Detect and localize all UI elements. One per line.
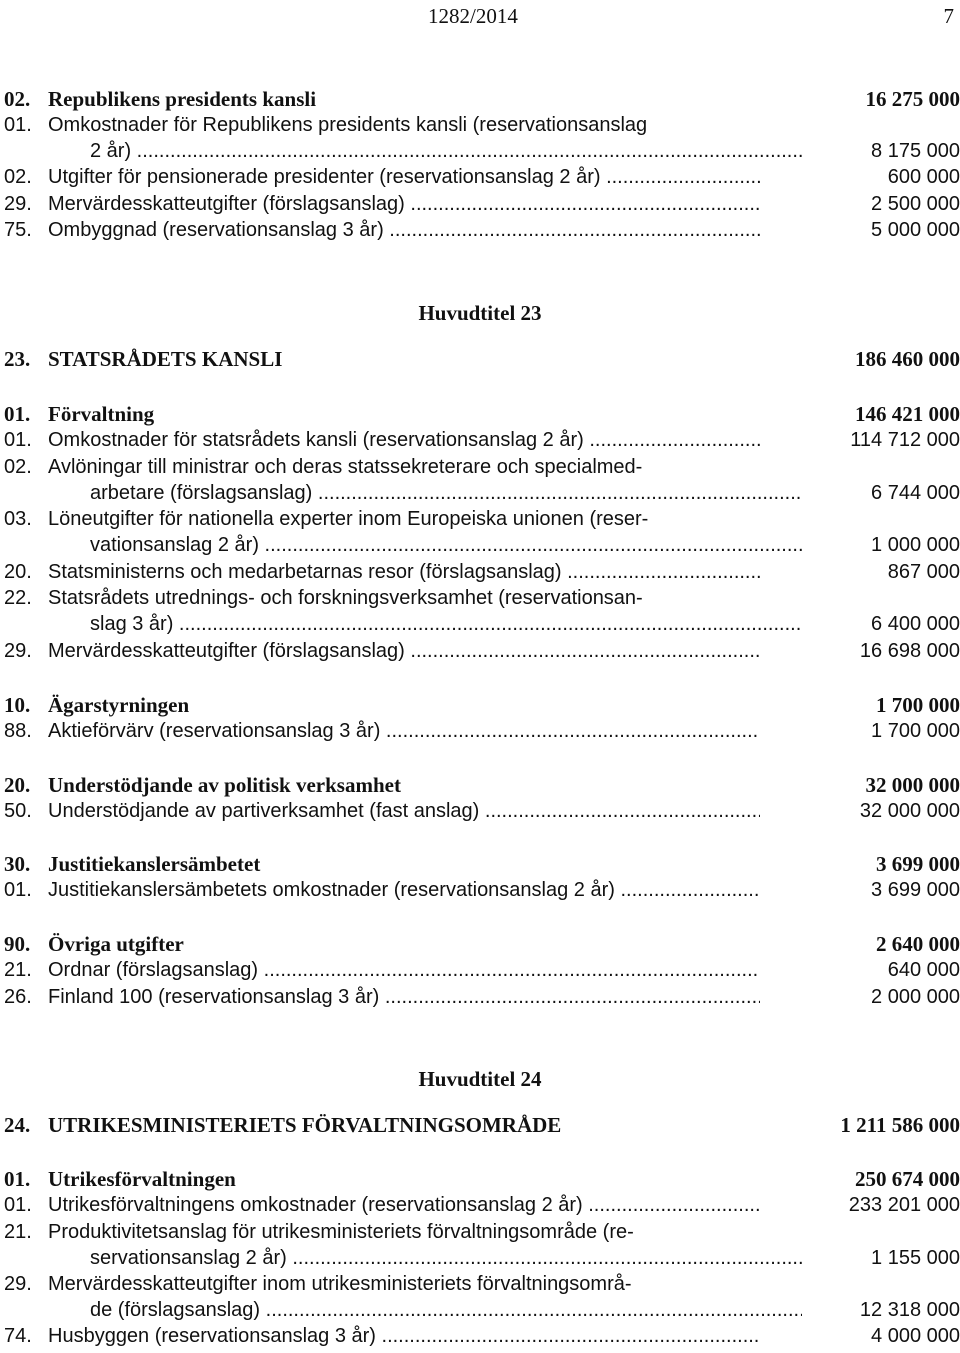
item-amount: 6 400 000 [871, 613, 960, 635]
moment-amount: 32 000 000 [865, 773, 960, 797]
item-amount: 114 712 000 [850, 429, 960, 451]
class-label: STATSRÅDETS KANSLI [48, 347, 283, 371]
item-number: 02. [4, 166, 32, 188]
item-amount: 1 000 000 [871, 534, 960, 556]
budget-heading-row [0, 1166, 960, 1192]
budget-item-row [0, 585, 960, 611]
item-label: Statsministerns och medarbetarnas resor (förslagsanslag) ..... [48, 559, 760, 585]
item-label: Ordnar (förslagsanslag) ..... [48, 957, 760, 983]
budget-item-row [0, 427, 960, 453]
budget-heading-row [0, 86, 960, 112]
item-amount: 4 000 000 [871, 1325, 960, 1347]
moment-number: 10. [4, 693, 31, 717]
item-label: Produktivitetsanslag för utrikesministeriets förvaltningsområde (re- [48, 1221, 634, 1243]
item-label: Justitiekanslersämbetets omkostnader (reservationsanslag 2 år) ..... [48, 877, 760, 903]
document-number: 1282/2014 [428, 4, 518, 28]
budget-item-row-continuation [0, 138, 960, 164]
moment-amount: 146 421 000 [855, 402, 960, 426]
item-label: Utrikesförvaltningens omkostnader (reservationsanslag 2 år) ..... [48, 1192, 760, 1218]
item-number: 02. [4, 456, 32, 478]
budget-item-row [0, 718, 960, 744]
item-number: 29. [4, 1273, 32, 1295]
moment-number: 01. [4, 1167, 31, 1191]
item-amount: 640 000 [887, 959, 960, 981]
item-label: de (förslagsanslag) ..... [90, 1297, 802, 1323]
item-amount: 600 000 [887, 166, 960, 188]
budget-item-row [0, 1192, 960, 1218]
item-amount: 5 000 000 [871, 219, 960, 241]
budget-item-row [0, 984, 960, 1010]
budget-heading-row [0, 692, 960, 718]
item-label: Ombyggnad (reservationsanslag 3 år) ..... [48, 217, 760, 243]
item-amount: 12 318 000 [859, 1299, 960, 1321]
moment-amount: 2 640 000 [876, 932, 960, 956]
moment-number: 20. [4, 773, 31, 797]
item-label: Löneutgifter för nationella experter inom Europeiska unionen (reser- [48, 508, 649, 530]
moment-number: 90. [4, 932, 31, 956]
item-amount: 3 699 000 [871, 879, 960, 901]
main-title-24: Huvudtitel 24 [418, 1067, 542, 1091]
moment-amount: 250 674 000 [855, 1167, 960, 1191]
moment-label: Justitiekanslersämbetet [48, 852, 261, 876]
budget-item-row [0, 798, 960, 824]
item-label: Aktieförvärv (reservationsanslag 3 år) ..... [48, 718, 760, 744]
item-label: Statsrådets utrednings- och forskningsverksamhet (reservationsan- [48, 587, 643, 609]
budget-item-row-continuation [0, 611, 960, 637]
item-number: 21. [4, 959, 32, 981]
item-amount: 867 000 [887, 561, 960, 583]
item-amount: 8 175 000 [871, 140, 960, 162]
item-label: Mervärdesskatteutgifter (förslagsanslag) ..... [48, 638, 760, 664]
item-amount: 1 700 000 [871, 720, 960, 742]
moment-number: 01. [4, 402, 31, 426]
main-title-23: Huvudtitel 23 [418, 301, 542, 325]
item-label: Finland 100 (reservationsanslag 3 år) ..... [48, 984, 760, 1010]
moment-label: Utrikesförvaltningen [48, 1167, 236, 1191]
item-label: slag 3 år) ..... [90, 611, 802, 637]
budget-item-row-continuation [0, 480, 960, 506]
moment-label: Övriga utgifter [48, 932, 184, 956]
item-number: 03. [4, 508, 32, 530]
item-number: 50. [4, 800, 32, 822]
item-number: 26. [4, 986, 32, 1008]
moment-amount: 1 700 000 [876, 693, 960, 717]
page-number: 7 [943, 4, 954, 28]
class-amount: 1 211 586 000 [840, 1113, 960, 1137]
item-amount: 233 201 000 [848, 1194, 960, 1216]
item-label: Mervärdesskatteutgifter inom utrikesministeriets förvaltningsområ- [48, 1273, 632, 1295]
item-label: arbetare (förslagsanslag) ..... [90, 480, 802, 506]
item-number: 75. [4, 219, 32, 241]
budget-item-row [0, 1323, 960, 1349]
item-number: 29. [4, 193, 32, 215]
budget-heading-row [0, 851, 960, 877]
item-amount: 2 500 000 [871, 193, 960, 215]
item-number: 21. [4, 1221, 32, 1243]
moment-amount: 16 275 000 [865, 87, 960, 111]
moment-amount: 3 699 000 [876, 852, 960, 876]
item-label: vationsanslag 2 år) ..... [90, 532, 802, 558]
moment-label: Republikens presidents kansli [48, 87, 317, 111]
budget-item-row [0, 217, 960, 243]
item-label: Utgifter för pensionerade presidenter (reservationsanslag 2 år) ..... [48, 164, 760, 190]
item-number: 88. [4, 720, 32, 742]
item-number: 29. [4, 640, 32, 662]
moment-label: Understödjande av politisk verksamhet [48, 773, 401, 797]
main-class-row [0, 346, 960, 372]
item-number: 22. [4, 587, 32, 609]
item-amount: 6 744 000 [871, 482, 960, 504]
item-label: Omkostnader för Republikens presidents kansli (reservationsanslag [48, 114, 648, 136]
moment-number: 02. [4, 87, 31, 111]
budget-item-row-continuation [0, 532, 960, 558]
item-number: 01. [4, 1194, 32, 1216]
item-label: Avlöningar till ministrar och deras statssekreterare och specialmed- [48, 456, 643, 478]
budget-item-row [0, 506, 960, 532]
budget-item-row [0, 164, 960, 190]
budget-item-row-continuation [0, 1245, 960, 1271]
item-label: Omkostnader för statsrådets kansli (reservationsanslag 2 år) ..... [48, 427, 760, 453]
item-amount: 1 155 000 [871, 1247, 960, 1269]
item-number: 20. [4, 561, 32, 583]
moment-label: Ägarstyrningen [48, 693, 190, 717]
item-amount: 2 000 000 [871, 986, 960, 1008]
budget-item-row [0, 191, 960, 217]
budget-item-row [0, 1271, 960, 1297]
moment-label: Förvaltning [48, 402, 155, 426]
budget-item-row [0, 559, 960, 585]
item-label: Understödjande av partiverksamhet (fast anslag) ..... [48, 798, 760, 824]
item-amount: 32 000 000 [859, 800, 960, 822]
item-label: Mervärdesskatteutgifter (förslagsanslag) ..... [48, 191, 760, 217]
budget-item-row [0, 454, 960, 480]
item-number: 01. [4, 429, 32, 451]
class-amount: 186 460 000 [855, 347, 960, 371]
budget-item-row [0, 1219, 960, 1245]
item-label: 2 år) ..... [90, 138, 802, 164]
budget-item-row [0, 112, 960, 138]
item-amount: 16 698 000 [859, 640, 960, 662]
item-label: servationsanslag 2 år) ..... [90, 1245, 802, 1271]
main-class-row [0, 1112, 960, 1138]
item-number: 01. [4, 879, 32, 901]
budget-item-row-continuation [0, 1297, 960, 1323]
budget-heading-row [0, 772, 960, 798]
item-number: 74. [4, 1325, 32, 1347]
class-number: 24. [4, 1113, 31, 1137]
class-label: UTRIKESMINISTERIETS FÖRVALTNINGSOMRÅDE [48, 1113, 562, 1137]
item-label: Husbyggen (reservationsanslag 3 år) ..... [48, 1323, 760, 1349]
moment-number: 30. [4, 852, 31, 876]
budget-item-row [0, 877, 960, 903]
budget-heading-row [0, 401, 960, 427]
class-number: 23. [4, 347, 31, 371]
budget-item-row [0, 957, 960, 983]
item-number: 01. [4, 114, 32, 136]
budget-heading-row [0, 931, 960, 957]
budget-item-row [0, 638, 960, 664]
